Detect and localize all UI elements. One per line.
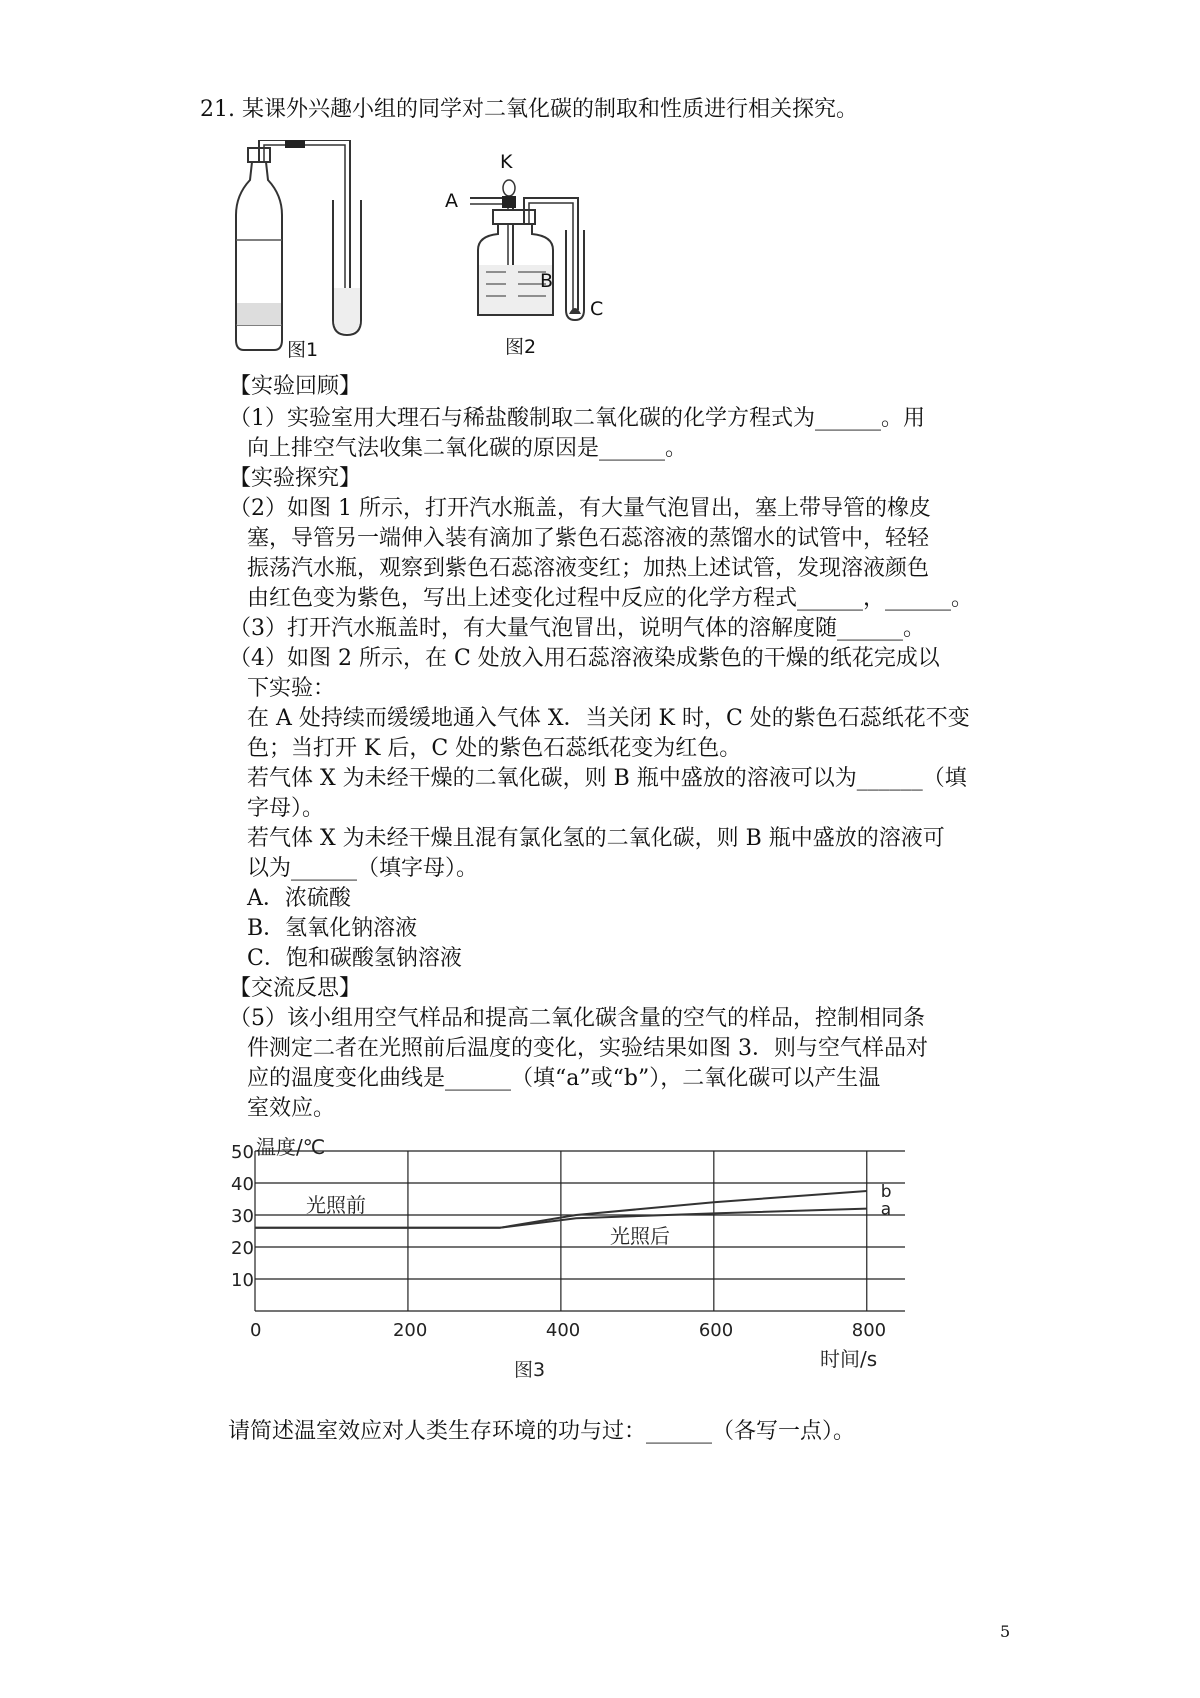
text-line: 向上排空气法收集二氧化碳的原因是______。 xyxy=(247,436,688,461)
rubber-connector xyxy=(285,140,305,148)
text-line: 【交流反思】 xyxy=(229,976,362,1001)
text-line: 塞，导管另一端伸入装有滴加了紫色石蕊溶液的蒸馏水的试管中，轻轻 xyxy=(247,526,930,551)
figure-2-caption: 图2 xyxy=(505,336,537,358)
series-label-b: b xyxy=(880,1182,892,1202)
annotation-before-light: 光照前 xyxy=(306,1193,366,1217)
x-tick-label: 200 xyxy=(392,1320,428,1341)
text-line: 室效应。 xyxy=(247,1096,336,1121)
text-line: 下实验： xyxy=(247,676,336,701)
x-tick-label: 400 xyxy=(545,1320,581,1341)
paper-flower xyxy=(569,308,581,314)
figure-1-caption: 图1 xyxy=(287,339,319,361)
text-line: （1）实验室用大理石与稀盐酸制取二氧化碳的化学方程式为______。用 xyxy=(229,406,925,431)
text-line: 字母）。 xyxy=(247,796,325,821)
text-line: A．浓硫酸 xyxy=(247,886,351,911)
x-tick-label: 800 xyxy=(851,1320,887,1341)
annotation-after-light: 光照后 xyxy=(610,1224,670,1248)
figure-1-apparatus xyxy=(230,140,390,365)
question-text: 某课外兴趣小组的同学对二氧化碳的制取和性质进行相关探究。 xyxy=(242,97,859,122)
test-tube-2 xyxy=(566,230,584,320)
y-tick-label: 30 xyxy=(231,1206,254,1227)
label-a: A xyxy=(445,190,458,212)
text-line: 【实验回顾】 xyxy=(229,374,362,399)
text-line: （3）打开汽水瓶盖时，有大量气泡冒出，说明气体的溶解度随______。 xyxy=(229,616,925,641)
y-tick-label: 20 xyxy=(231,1238,254,1259)
series-label-a: a xyxy=(880,1199,892,1220)
text-line: 若气体 X 为未经干燥且混有氯化氢的二氧化碳，则 B 瓶中盛放的溶液可 xyxy=(247,826,945,851)
final-question-line: 请简述温室效应对人类生存环境的功与过：______（各写一点）。 xyxy=(228,1419,856,1444)
text-line: 以为______（填字母）。 xyxy=(247,856,479,881)
x-axis-label: 时间/s xyxy=(820,1347,878,1371)
y-axis-label: 温度/℃ xyxy=(256,1135,326,1159)
text-line: 若气体 X 为未经干燥的二氧化碳，则 B 瓶中盛放的溶液可以为______（填 xyxy=(247,766,967,791)
y-tick-label: 10 xyxy=(231,1270,254,1291)
bottle-liquid xyxy=(237,303,281,325)
text-line: 由红色变为紫色，写出上述变化过程中反应的化学方程式______，______。 xyxy=(247,586,974,611)
label-c: C xyxy=(590,298,604,320)
text-line: 应的温度变化曲线是______（填“a”或“b”），二氧化碳可以产生温 xyxy=(247,1066,881,1091)
label-b: B xyxy=(540,270,554,292)
y-tick-label: 50 xyxy=(231,1142,254,1163)
text-line: 振荡汽水瓶，观察到紫色石蕊溶液变红；加热上述试管，发现溶液颜色 xyxy=(247,556,930,581)
text-line: （2）如图 1 所示，打开汽水瓶盖，有大量气泡冒出，塞上带导管的橡皮 xyxy=(229,496,931,521)
text-line: 在 A 处持续而缓缓地通入气体 X．当关闭 K 时，C 处的紫色石蕊纸花不变 xyxy=(247,706,970,731)
page-number: 5 xyxy=(1000,1622,1011,1641)
temperature-chart xyxy=(200,1130,960,1390)
label-k: K xyxy=(500,151,513,173)
text-line: 色；当打开 K 后，C 处的紫色石蕊纸花变为红色。 xyxy=(247,736,742,761)
text-line: B．氢氧化钠溶液 xyxy=(247,916,418,941)
litmus-solution xyxy=(334,288,360,333)
clamp-k xyxy=(503,180,515,196)
question-stem xyxy=(200,94,858,126)
text-line: 件测定二者在光照前后温度的变化，实验结果如图 3．则与空气样品对 xyxy=(247,1036,928,1061)
question-number: 21. xyxy=(200,97,235,122)
text-line: （4）如图 2 所示，在 C 处放入用石蕊溶液染成紫色的干燥的纸花完成以 xyxy=(229,646,940,671)
figure-3-caption: 图3 xyxy=(514,1359,546,1381)
text-line: 【实验探究】 xyxy=(229,466,362,491)
text-line: C．饱和碳酸氢钠溶液 xyxy=(247,946,462,971)
y-tick-label: 40 xyxy=(231,1174,254,1195)
x-tick-label: 0 xyxy=(250,1320,262,1341)
x-tick-label: 600 xyxy=(698,1320,734,1341)
text-line: （5）该小组用空气样品和提高二氧化碳含量的空气的样品，控制相同条 xyxy=(229,1006,925,1031)
